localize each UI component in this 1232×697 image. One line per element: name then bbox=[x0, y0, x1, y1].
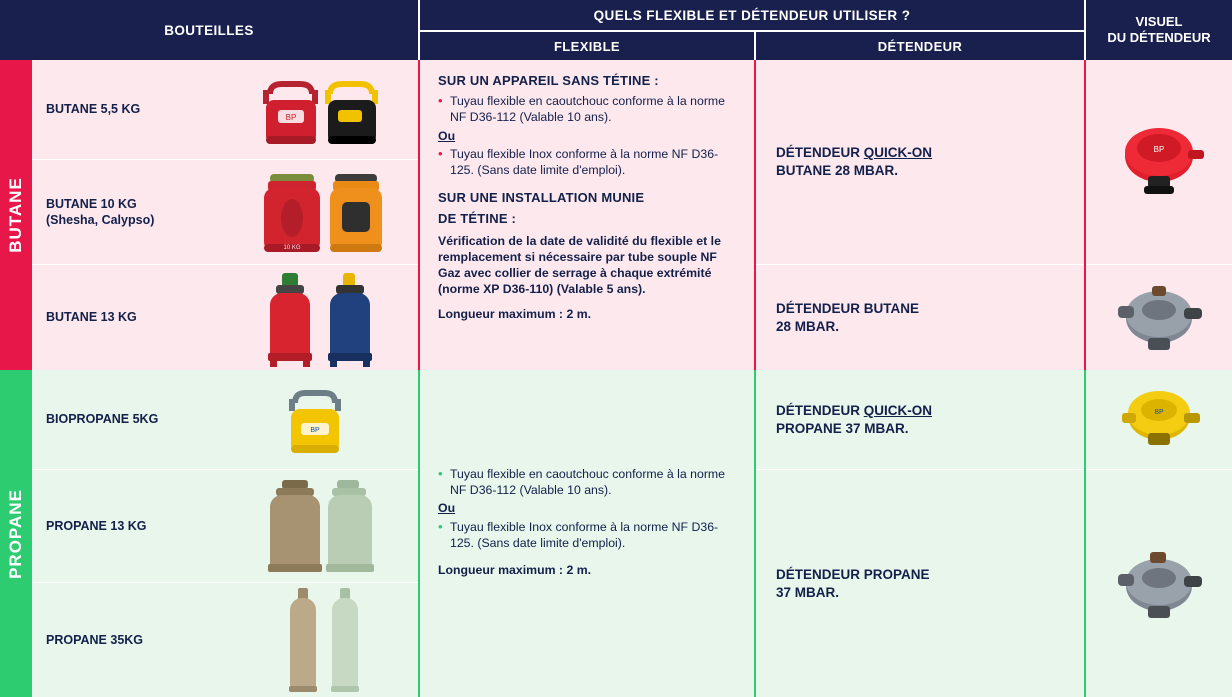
bottle-name bbox=[32, 518, 147, 534]
detendeur-line1-pre: DÉTENDEUR PROPANE bbox=[776, 566, 930, 582]
butane-flex-title-2a: SUR UNE INSTALLATION MUNIE bbox=[438, 190, 645, 206]
svg-text:BP: BP bbox=[285, 112, 297, 122]
detendeur-line2: 28 MBAR. bbox=[776, 318, 840, 334]
propane-name-column bbox=[32, 370, 210, 697]
biopropane-5kg-bottle-image bbox=[255, 379, 375, 461]
butane-flex-bullet-2: • Tuyau flexible Inox conforme à la norme NF D36-125. (Sans date limite d'emploi). bbox=[438, 146, 742, 178]
header-flexible: FLEXIBLE bbox=[420, 30, 756, 60]
propane-flexible-text bbox=[420, 370, 756, 588]
butane-5kg-bottles-image bbox=[230, 70, 400, 150]
bottle-name-text: BUTANE 5,5 KG bbox=[46, 102, 141, 117]
butane-flex-title-2b: DE TÉTINE : bbox=[438, 211, 517, 227]
bottle-name bbox=[32, 632, 143, 648]
detendeur-label bbox=[756, 566, 930, 601]
propane-13kg-bottles-image bbox=[240, 476, 390, 576]
detendeur-cell bbox=[756, 265, 1086, 370]
section-label-propane bbox=[0, 370, 32, 697]
header-question: QUELS FLEXIBLE ET DÉTENDEUR UTILISER ? bbox=[420, 0, 1086, 30]
section-label-propane-text: PROPANE bbox=[6, 488, 25, 579]
butane-separator-3 bbox=[1084, 60, 1086, 370]
butane-separator-1 bbox=[418, 60, 420, 370]
header-center-group bbox=[420, 0, 1086, 60]
propane-flex-bullet-2: • Tuyau flexible Inox conforme à la norme NF D36-125. (Sans date limite d'emploi). bbox=[438, 519, 742, 551]
propane-separator-1 bbox=[418, 370, 420, 697]
table-row bbox=[32, 370, 210, 470]
detendeur-cell bbox=[756, 470, 1086, 697]
propane-image-column bbox=[210, 370, 420, 697]
bottle-image-cell bbox=[210, 160, 420, 265]
butane-name-column bbox=[32, 60, 210, 370]
section-label-butane-text: BUTANE bbox=[6, 177, 26, 253]
detendeur-image-cell bbox=[1086, 470, 1232, 697]
detendeur-cell bbox=[756, 60, 1086, 265]
butane-regulator-image bbox=[1104, 278, 1214, 358]
bottle-name bbox=[32, 309, 137, 325]
header-visuel-line2: DU DÉTENDEUR bbox=[1107, 30, 1211, 45]
detendeur-image-cell bbox=[1086, 370, 1232, 470]
butane-image-column bbox=[210, 60, 420, 370]
detendeur-image-cell bbox=[1086, 60, 1232, 265]
propane-visual-column bbox=[1086, 370, 1232, 697]
propane-separator-2 bbox=[754, 370, 756, 697]
bottle-name-text: PROPANE 35KG bbox=[46, 632, 144, 647]
quick-on-butane-regulator-image bbox=[1104, 122, 1214, 202]
butane-flex-ou-1: Ou bbox=[438, 128, 456, 143]
bottle-name-text: BUTANE 13 KG bbox=[46, 310, 137, 325]
propane-separator-3 bbox=[1084, 370, 1086, 697]
detendeur-line2: PROPANE 37 MBAR. bbox=[776, 420, 909, 436]
butane-flexible-text bbox=[420, 60, 756, 333]
table-row bbox=[32, 470, 210, 583]
butane-13kg-bottles-image bbox=[230, 269, 400, 367]
bottle-name bbox=[32, 411, 158, 427]
butane-flexible-column bbox=[420, 60, 756, 370]
propane-flexible-column bbox=[420, 370, 756, 697]
bottle-name bbox=[32, 101, 140, 117]
svg-text:BP: BP bbox=[1153, 145, 1165, 154]
table-row bbox=[32, 160, 210, 265]
detendeur-label bbox=[756, 144, 932, 179]
svg-text:BP: BP bbox=[310, 426, 320, 434]
header-visuel bbox=[1086, 0, 1232, 60]
butane-flex-title-1: SUR UN APPAREIL SANS TÉTINE : bbox=[438, 73, 659, 88]
detendeur-label bbox=[756, 402, 932, 437]
butane-flex-bullet-1: • Tuyau flexible en caoutchouc conforme à la norme NF D36-112 (Valable 10 ans). bbox=[438, 93, 742, 125]
bottle-name-text: BIOPROPANE 5KG bbox=[46, 412, 159, 427]
table-row bbox=[32, 265, 210, 370]
detendeur-line1-pre: DÉTENDEUR BUTANE bbox=[776, 300, 920, 316]
header-visuel-line1: VISUEL bbox=[1135, 13, 1183, 29]
propane-flex-bullet-1: • Tuyau flexible en caoutchouc conforme à la norme NF D36-112 (Valable 10 ans). bbox=[438, 466, 742, 498]
bottle-name-text: BUTANE 10 KG bbox=[46, 196, 137, 211]
detendeur-line1-underline: QUICK-ON bbox=[863, 402, 933, 418]
bottle-image-cell bbox=[210, 470, 420, 583]
bottle-name-text: PROPANE 13 KG bbox=[46, 518, 147, 533]
bottle-image-cell bbox=[210, 265, 420, 370]
svg-text:BP: BP bbox=[1154, 408, 1164, 416]
section-propane bbox=[32, 370, 1232, 697]
bottle-name-sub: (Shesha, Calypso) bbox=[46, 213, 155, 227]
propane-flex-ou: Ou bbox=[438, 501, 456, 516]
detendeur-label bbox=[756, 300, 919, 335]
table-row bbox=[32, 583, 210, 697]
butane-10kg-bottles-image bbox=[230, 166, 400, 258]
section-butane bbox=[32, 60, 1232, 370]
bottle-name bbox=[32, 196, 154, 229]
table-body bbox=[0, 60, 1232, 697]
section-label-butane bbox=[0, 60, 32, 370]
detendeur-line1-pre: DÉTENDEUR bbox=[776, 402, 864, 418]
butane-detendeur-column bbox=[756, 60, 1086, 370]
detendeur-image-cell bbox=[1086, 265, 1232, 370]
svg-text:10 KG: 10 KG bbox=[283, 245, 301, 251]
propane-regulator-image bbox=[1104, 544, 1214, 624]
bottle-image-cell bbox=[210, 583, 420, 697]
header-subrow bbox=[420, 30, 1086, 60]
detendeur-line2: 37 MBAR. bbox=[776, 584, 840, 600]
butane-flex-longueur: Longueur maximum : 2 m. bbox=[438, 307, 592, 322]
propane-flex-longueur: Longueur maximum : 2 m. bbox=[438, 563, 592, 578]
propane-35kg-bottles-image bbox=[240, 586, 390, 694]
bottle-image-cell bbox=[210, 60, 420, 160]
bottle-image-cell bbox=[210, 370, 420, 470]
table-header bbox=[0, 0, 1232, 60]
propane-detendeur-column bbox=[756, 370, 1086, 697]
detendeur-line2: BUTANE 28 MBAR. bbox=[776, 163, 899, 178]
detendeur-line1-underline: QUICK-ON bbox=[863, 145, 933, 161]
detendeur-line1-pre: DÉTENDEUR bbox=[776, 145, 864, 161]
butane-flex-paragraph: Vérification de la date de validité du flexible et le remplacement si nécessaire par tube souple NF Gaz avec collier de serrage à chaque extrémité (norme XP D36-110) (Valable 5 ans). bbox=[438, 233, 721, 297]
header-detendeur: DÉTENDEUR bbox=[756, 30, 1086, 60]
butane-separator-2 bbox=[754, 60, 756, 370]
detendeur-cell bbox=[756, 370, 1086, 470]
quick-on-propane-regulator-image bbox=[1104, 383, 1214, 457]
header-bouteilles: BOUTEILLES bbox=[0, 0, 420, 60]
table-row bbox=[32, 60, 210, 160]
butane-visual-column bbox=[1086, 60, 1232, 370]
